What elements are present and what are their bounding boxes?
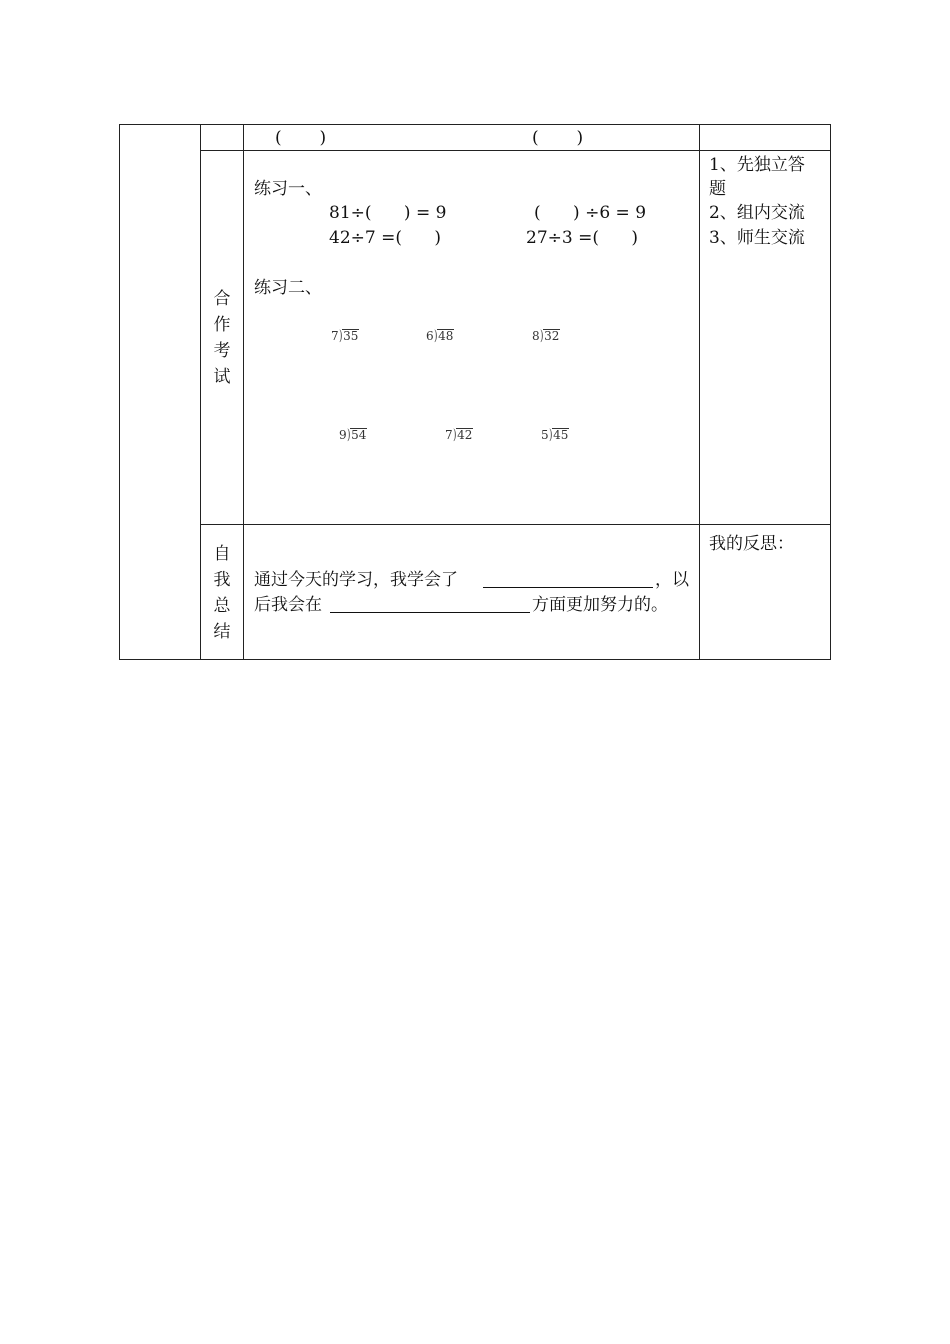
long-division-1: 7)35 xyxy=(331,328,359,344)
dividend: 32 xyxy=(544,329,560,343)
answer-paren-right: ( ) xyxy=(532,128,584,148)
table-bottom-border xyxy=(119,659,831,660)
divisor: 8 xyxy=(532,329,540,343)
column-divider-2 xyxy=(243,124,244,660)
table-right-border xyxy=(830,124,831,660)
row-divider-1 xyxy=(200,150,831,151)
step-2: 2、组内交流 xyxy=(709,203,805,223)
divisor: 7 xyxy=(331,329,339,343)
long-division-3: 8)32 xyxy=(532,328,560,344)
divisor: 9 xyxy=(339,428,347,442)
step-1-continued: 题 xyxy=(709,179,726,199)
dividend: 54 xyxy=(351,428,367,442)
table-top-border xyxy=(119,124,831,125)
practice-side-label: 合作考试 xyxy=(213,289,231,387)
answer-paren-left: ( ) xyxy=(275,128,327,148)
summary-blank-2[interactable] xyxy=(330,612,530,613)
exercise2-title: 练习二、 xyxy=(254,278,322,298)
dividend: 35 xyxy=(343,329,359,343)
long-division-6: 5)45 xyxy=(541,427,569,443)
summary-line-2-start: 后我会在 xyxy=(254,595,322,615)
column-divider-1 xyxy=(200,124,201,660)
exercise1-equation-1: 81÷( ) = 9 xyxy=(329,203,447,223)
summary-line-1-end: ，以 xyxy=(655,570,689,590)
reflection-label: 我的反思： xyxy=(709,534,794,554)
summary-line-2-end: 方面更加努力的。 xyxy=(532,595,668,615)
dividend: 48 xyxy=(438,329,454,343)
divisor: 5 xyxy=(541,428,549,442)
exercise1-equation-3: 42÷7 =( ) xyxy=(329,228,442,248)
exercise1-title: 练习一、 xyxy=(254,179,322,199)
table-left-border xyxy=(119,124,120,660)
exercise1-equation-2: ( ) ÷6 = 9 xyxy=(534,203,647,223)
long-division-4: 9)54 xyxy=(339,427,367,443)
summary-blank-1[interactable] xyxy=(483,587,653,588)
summary-side-label: 自我总结 xyxy=(213,544,231,642)
dividend: 45 xyxy=(553,428,569,442)
row-divider-2 xyxy=(200,524,831,525)
long-division-5: 7)42 xyxy=(445,427,473,443)
dividend: 42 xyxy=(457,428,473,442)
exercise1-equation-4: 27÷3 =( ) xyxy=(526,228,639,248)
divisor: 7 xyxy=(445,428,453,442)
column-divider-3 xyxy=(699,124,700,660)
long-division-2: 6)48 xyxy=(426,328,454,344)
step-3: 3、师生交流 xyxy=(709,228,805,248)
step-1: 1、先独立答 xyxy=(709,155,805,175)
summary-line-1-start: 通过今天的学习，我学会了 xyxy=(254,570,458,590)
divisor: 6 xyxy=(426,329,434,343)
